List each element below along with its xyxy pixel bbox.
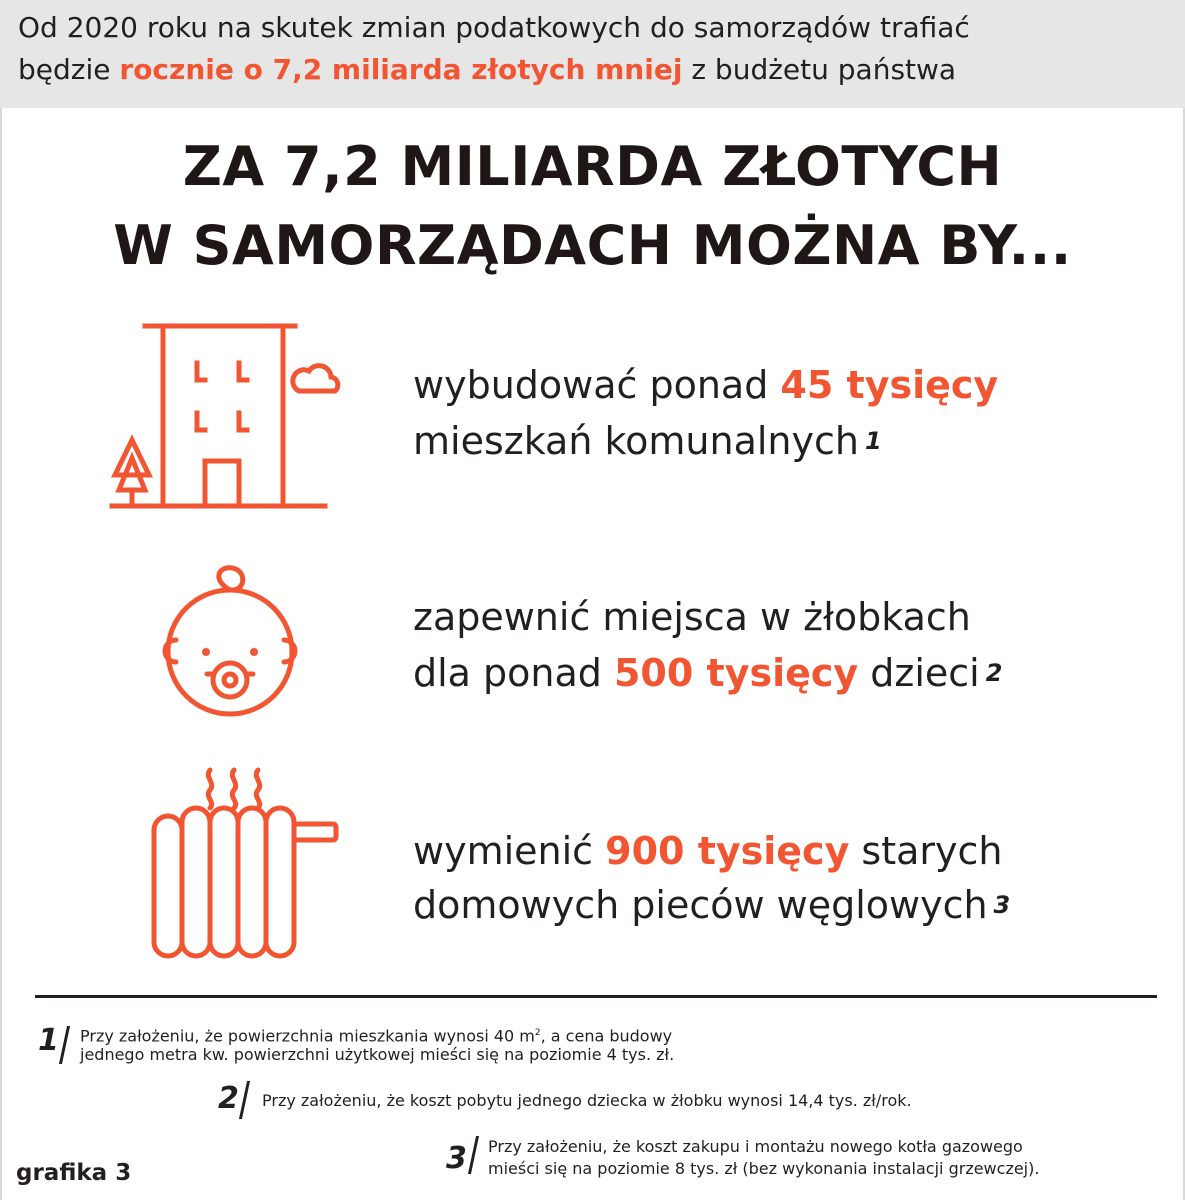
- main-heading-line-2: W SAMORZĄDACH MOŻNA BY...: [113, 214, 1072, 277]
- footnote-ref-3: 3: [993, 891, 1011, 919]
- footnote-ref-2: 2: [985, 659, 1003, 687]
- item-stoves-text: domowych pieców węglowych: [413, 883, 988, 927]
- banner-line-2-post: z budżetu państwa: [682, 53, 957, 86]
- footnote-3-slash: [468, 1136, 479, 1174]
- item-housing-text: mieszkań komunalnych: [413, 419, 859, 463]
- main-heading-line-1: ZA 7,2 MILIARDA ZŁOTYCH: [182, 135, 1003, 198]
- graphic-label: grafika 3: [16, 1160, 132, 1186]
- footnote-1-text-pre: Przy założeniu, że powierzchnia mieszkania wynosi 40 m: [80, 1026, 535, 1046]
- item-housing-pre: wybudować ponad: [413, 363, 781, 407]
- item-housing-line-2: [413, 414, 882, 468]
- item-nursery-line-1: zapewnić miejsca w żłobkach: [413, 595, 971, 639]
- footnote-1-number: 1: [38, 1023, 59, 1058]
- item-stoves-line-2: [413, 878, 1010, 932]
- item-nursery-highlight: 500 tysięcy: [613, 651, 859, 695]
- banner-highlight: rocznie o 7,2 miliarda złotych mniej: [119, 53, 683, 86]
- footnote-2-slash: [239, 1081, 250, 1119]
- footnote-2-line-1: Przy założeniu, że koszt pobytu jednego dziecka w żłobku wynosi 14,4 tys. zł/rok.: [262, 1091, 912, 1110]
- item-stoves-line-1: [413, 824, 1003, 878]
- item-nursery-line-2: [413, 646, 1002, 700]
- baby-face-icon: [150, 560, 310, 720]
- footnote-1-text-post: , a cena budowy: [540, 1026, 673, 1046]
- footnote-3-line-2: mieści się na poziomie 8 tys. zł (bez wykonania instalacji grzewczej).: [488, 1159, 1040, 1178]
- top-banner: [0, 0, 1185, 108]
- item-stoves-highlight: 900 tysięcy: [605, 829, 850, 873]
- footnote-1-sup: 2: [534, 1028, 541, 1038]
- banner-line-2-pre: będzie: [18, 53, 120, 86]
- footnote-2-number: 2: [218, 1081, 239, 1116]
- item-stoves-post: starych: [849, 829, 1003, 873]
- banner-line-2: [18, 52, 956, 88]
- item-stoves-pre: wymienić: [413, 829, 606, 873]
- footnote-divider: [35, 995, 1157, 998]
- item-housing-line-1: [413, 358, 998, 412]
- apartment-building-icon: [105, 318, 345, 518]
- item-housing-highlight: 45 tysięcy: [780, 363, 999, 407]
- item-nursery-post: dzieci: [858, 651, 980, 695]
- item-nursery-pre: dla ponad: [413, 651, 614, 695]
- radiator-icon: [148, 760, 348, 960]
- banner-line-1: Od 2020 roku na skutek zmian podatkowych do samorządów trafiać: [18, 11, 970, 44]
- footnote-1-line-2: jednego metra kw. powierzchni użytkowej mieści się na poziomie 4 tys. zł.: [80, 1045, 675, 1064]
- footnote-3-line-1: Przy założeniu, że koszt zakupu i montażu nowego kotła gazowego: [488, 1137, 1023, 1156]
- footnote-3-number: 3: [446, 1141, 467, 1176]
- footnote-1-slash: [59, 1026, 70, 1064]
- footnote-ref-1: 1: [864, 427, 882, 455]
